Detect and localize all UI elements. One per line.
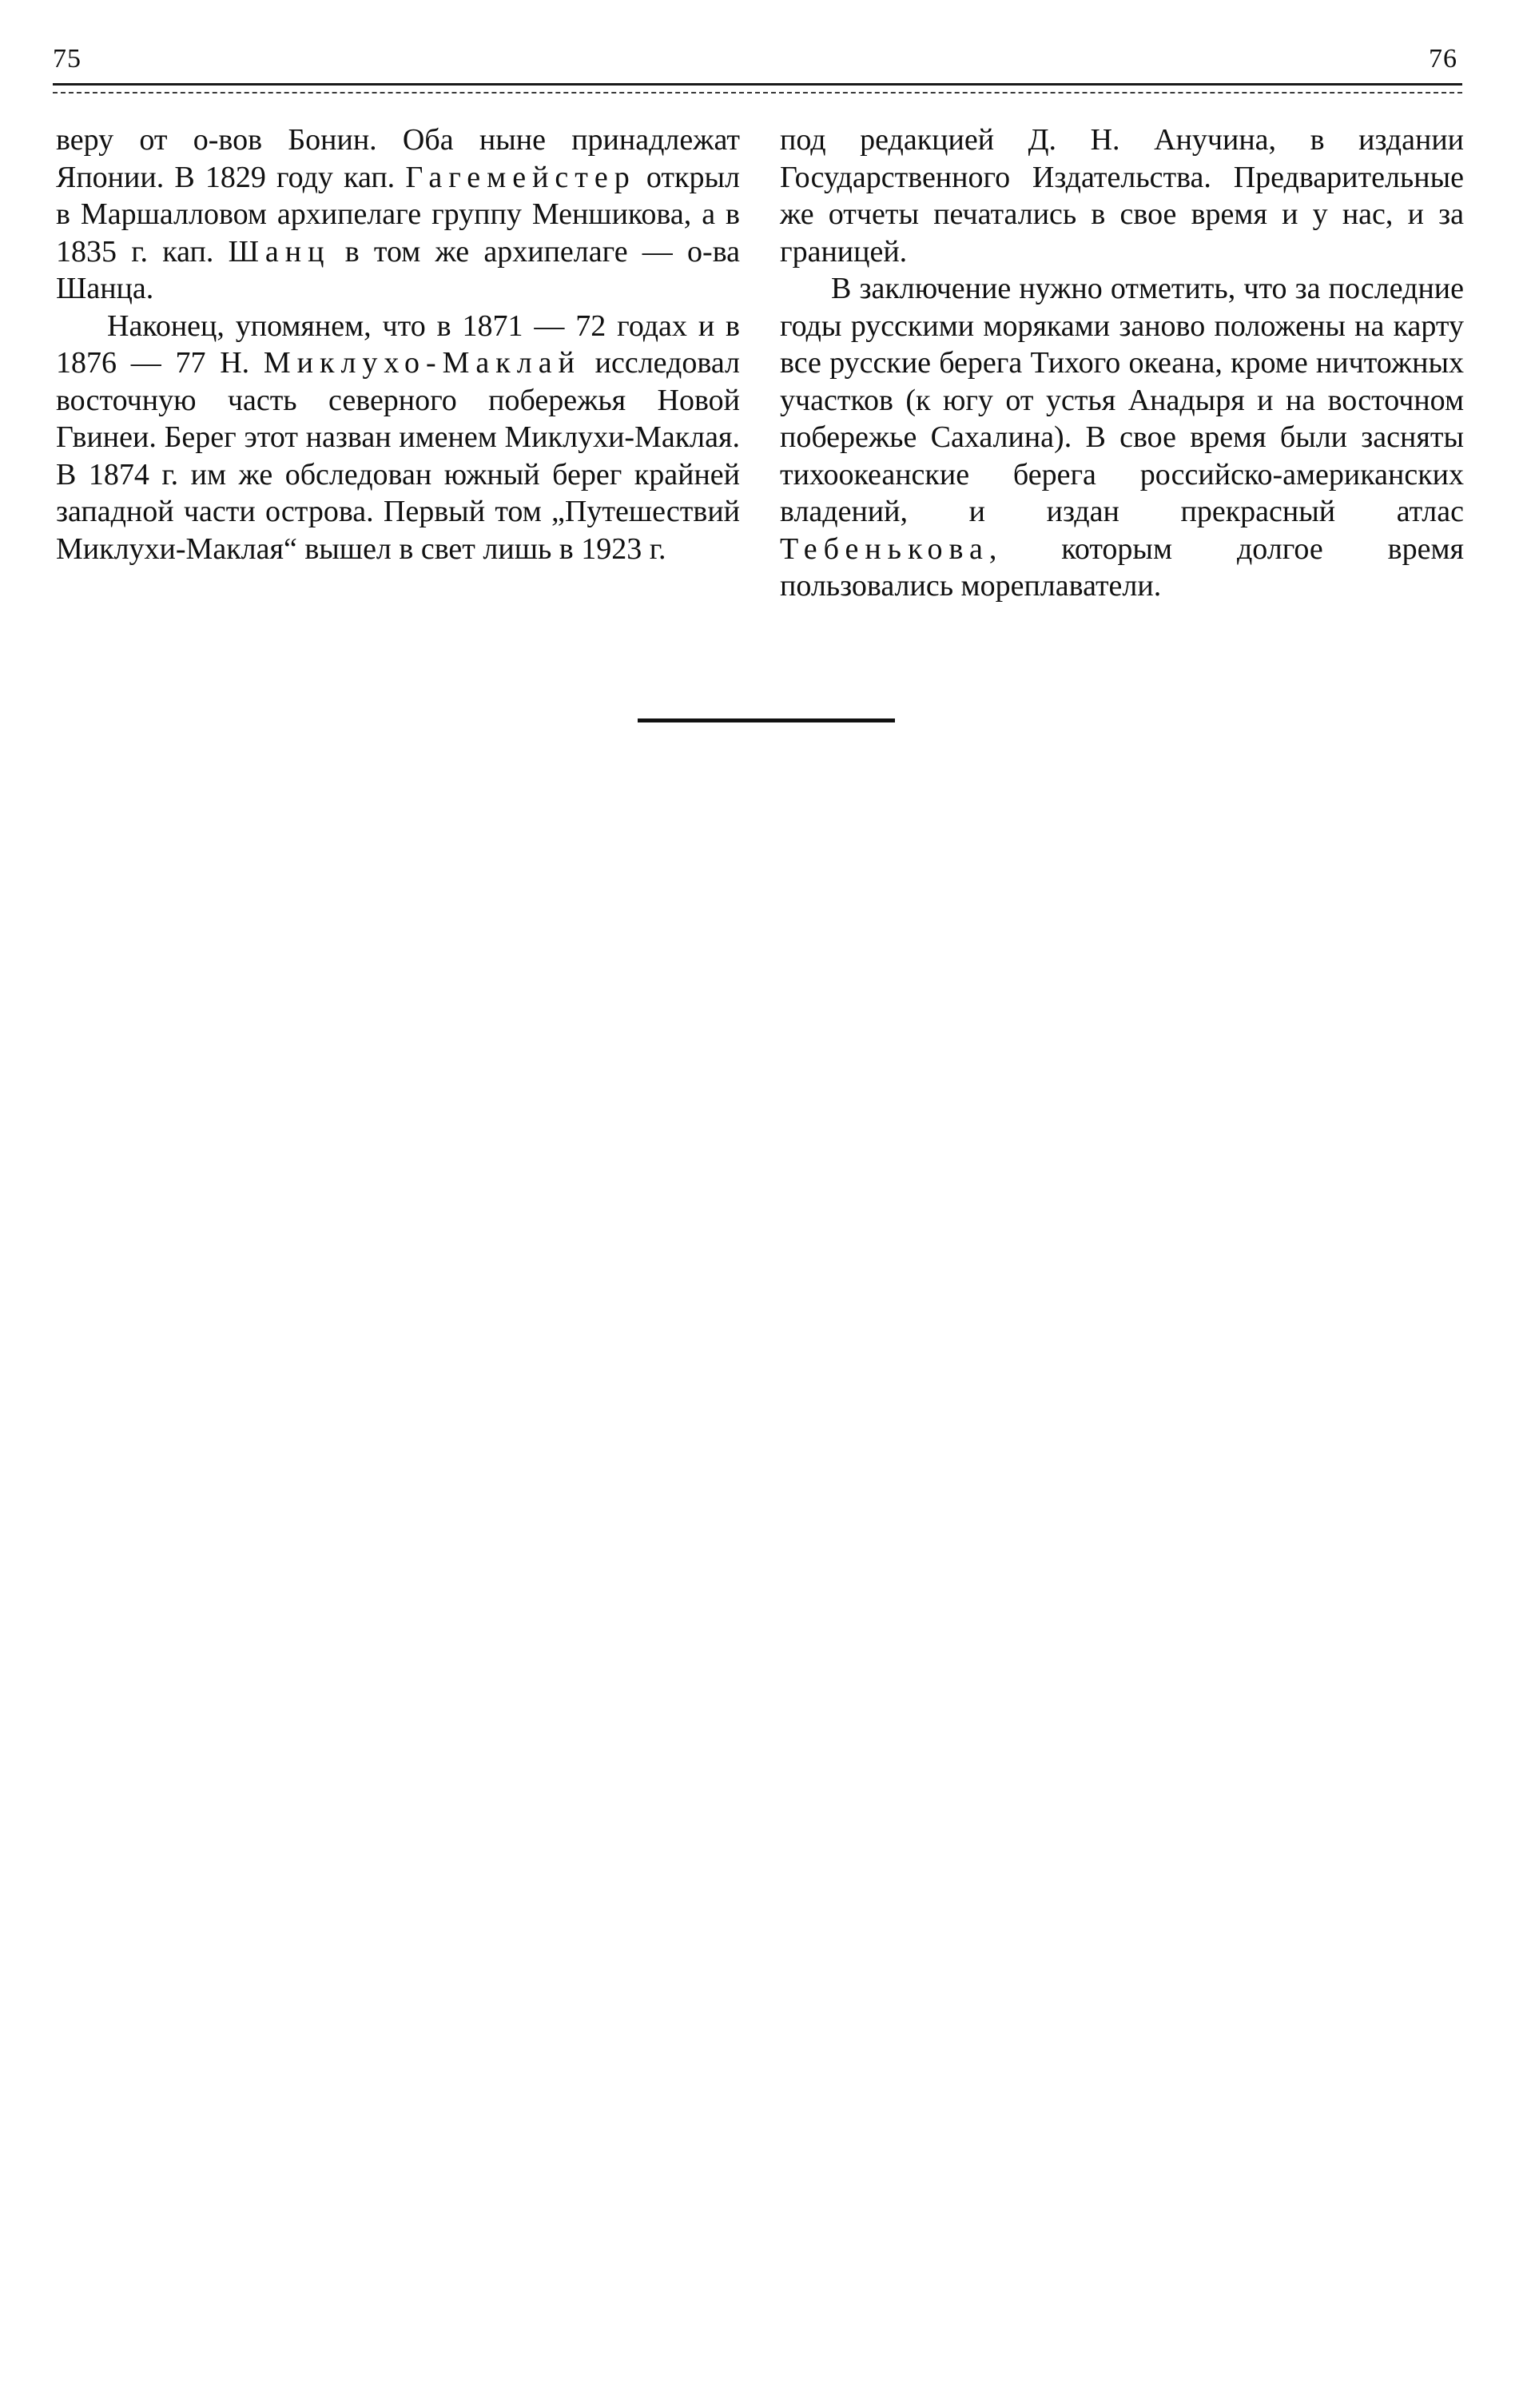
text-segment: в том же архипелаге — о-ва Шанца. [56,234,741,305]
end-of-section-rule [638,718,895,722]
spaced-name-miklukho-maklai: Миклухо-Маклай [263,346,581,380]
left-paragraph-2 [56,308,740,568]
spaced-name-shants: Шанц [228,234,331,269]
page-number-left: 75 [53,44,82,74]
text-segment: В заключение нужно отметить, что за последние годы русскими моряками заново положены на карту все русские берега Тихого океана, кроме ничтожных участков (к югу от устья Анадыря и на восточном побережье Сахалина). В свое время были засняты тихоокеанские берега российско-американских владений, и издан прекрасный атлас [780,272,1464,528]
text-segment: , которым долгое время пользовались мореплаватели. [780,531,1464,603]
text-segment: открыл в Маршалловом архипелаге группу Меншикова, а в 1835 г. кап. [56,160,740,269]
spaced-name-gagemeister: Гагемейстер [405,160,636,194]
text-segment: Наконец, упомянем, что в 1871 — 72 годах и в 1876 — 77 Н. [56,308,740,380]
text-segment: под редакцией Д. Н. Анучина, в издании Государственного Издательства. Предварительные же отчеты печатались в свое время и у нас, и за границей. [780,123,1464,269]
header-rule-secondary [53,92,1462,94]
left-column [56,121,740,567]
spaced-name-tebenkov: Тебенькова [780,531,989,566]
right-paragraph-1 [780,121,1464,270]
header-rule [53,83,1462,86]
text-segment: веру от о-вов Бонин. Оба ныне принадлежат Японии. В 1829 году кап. [56,123,740,194]
right-column [780,121,1464,605]
left-paragraph-1 [56,121,740,308]
right-paragraph-2 [780,270,1464,605]
page-number-right: 76 [1429,44,1457,74]
text-segment: исследовал восточную часть северного побережья Новой Гвинеи. Берег этот назван именем Миклухи-Маклая. В 1874 г. им же обследован южный берег крайней западной части острова. Первый том „Путешествий Миклухи-Маклая“ вышел в свет лишь в 1923 г. [56,346,740,566]
